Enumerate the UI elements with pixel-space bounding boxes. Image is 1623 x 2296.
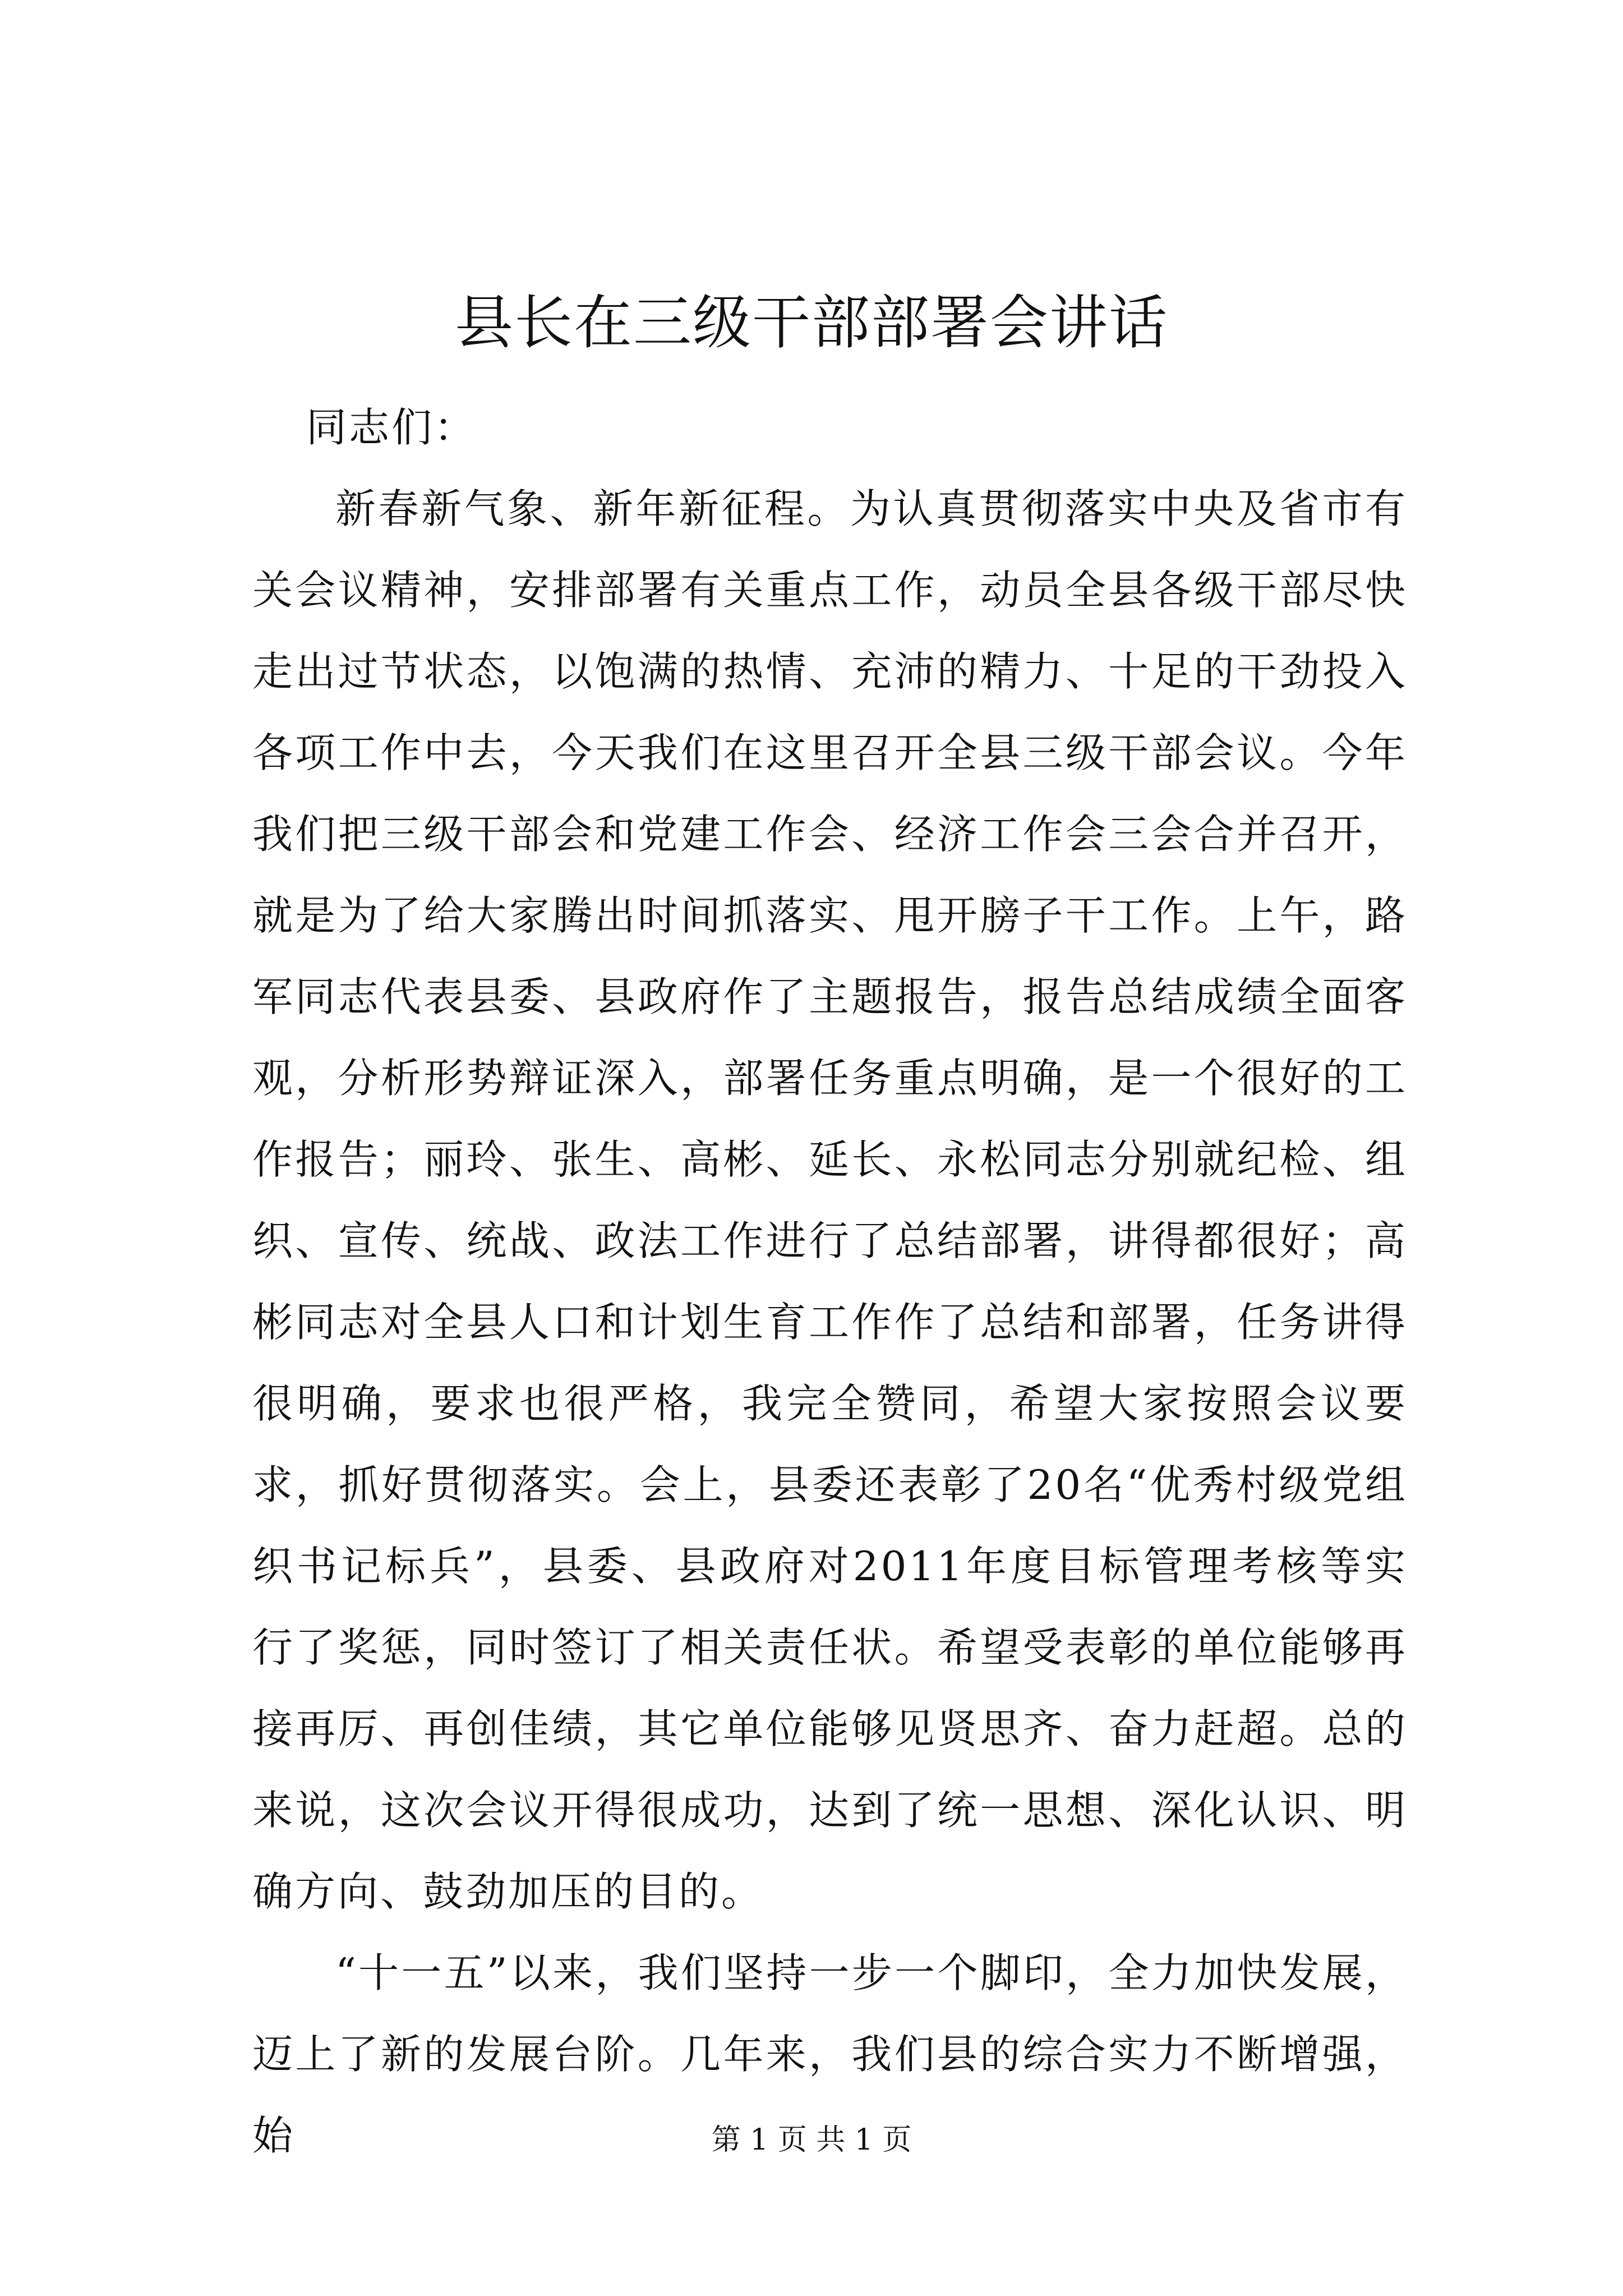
document-title: 县长在三级干部部署会讲话 (454, 288, 1168, 357)
paragraph-1: 新春新气象、新年新征程。为认真贯彻落实中央及省市有关会议精神，安排部署有关重点工作，动员全县各级干部尽快走出过节状态，以饱满的热情、充沛的精力、十足的干劲投入各项工作中去，今天我们在这里召开全县三级干部会议。今年我们把三级干部会和党建工作会、经济工作会三会合并召开，就是为了给大家腾出时间抓落实、甩开膀子干工作。上午，路军同志代表县委、县政府作了主题报告，报告总结成绩全面客观，分析形势辩证深入，部署任务重点明确，是一个很好的工作报告；丽玲、张生、高彬、延长、永松同志分别就纪检、组织、宣传、统战、政法工作进行了总结部署，讲得都很好；高彬同志对全县人口和计划生育工作作了总结和部署，任务讲得很明确，要求也很严格，我完全赞同，希望大家按照会议要求，抓好贯彻落实。会上，县委还表彰了20名“优秀村级党组织书记标兵”，县委、县政府对2011年度目标管理考核等实行了奖惩，同时签订了相关责任状。希望受表彰的单位能够再接再厉、再创佳绩，其它单位能够见贤思齐、奋力赶超。总的来说，这次会议开得很成功，达到了统一思想、深化认识、明确方向、鼓劲加压的目的。 (252, 485, 1408, 1915)
page-footer: 第 1 页 共 1 页 (711, 2123, 912, 2157)
paragraph-2: “十一五”以来，我们坚持一步一个脚印，全力加快发展，迈上了新的发展台阶。几年来，我们县的综合实力不断增强，始 (252, 1949, 1408, 2159)
salutation: 同志们： (306, 404, 477, 451)
document-body (252, 387, 1408, 2177)
